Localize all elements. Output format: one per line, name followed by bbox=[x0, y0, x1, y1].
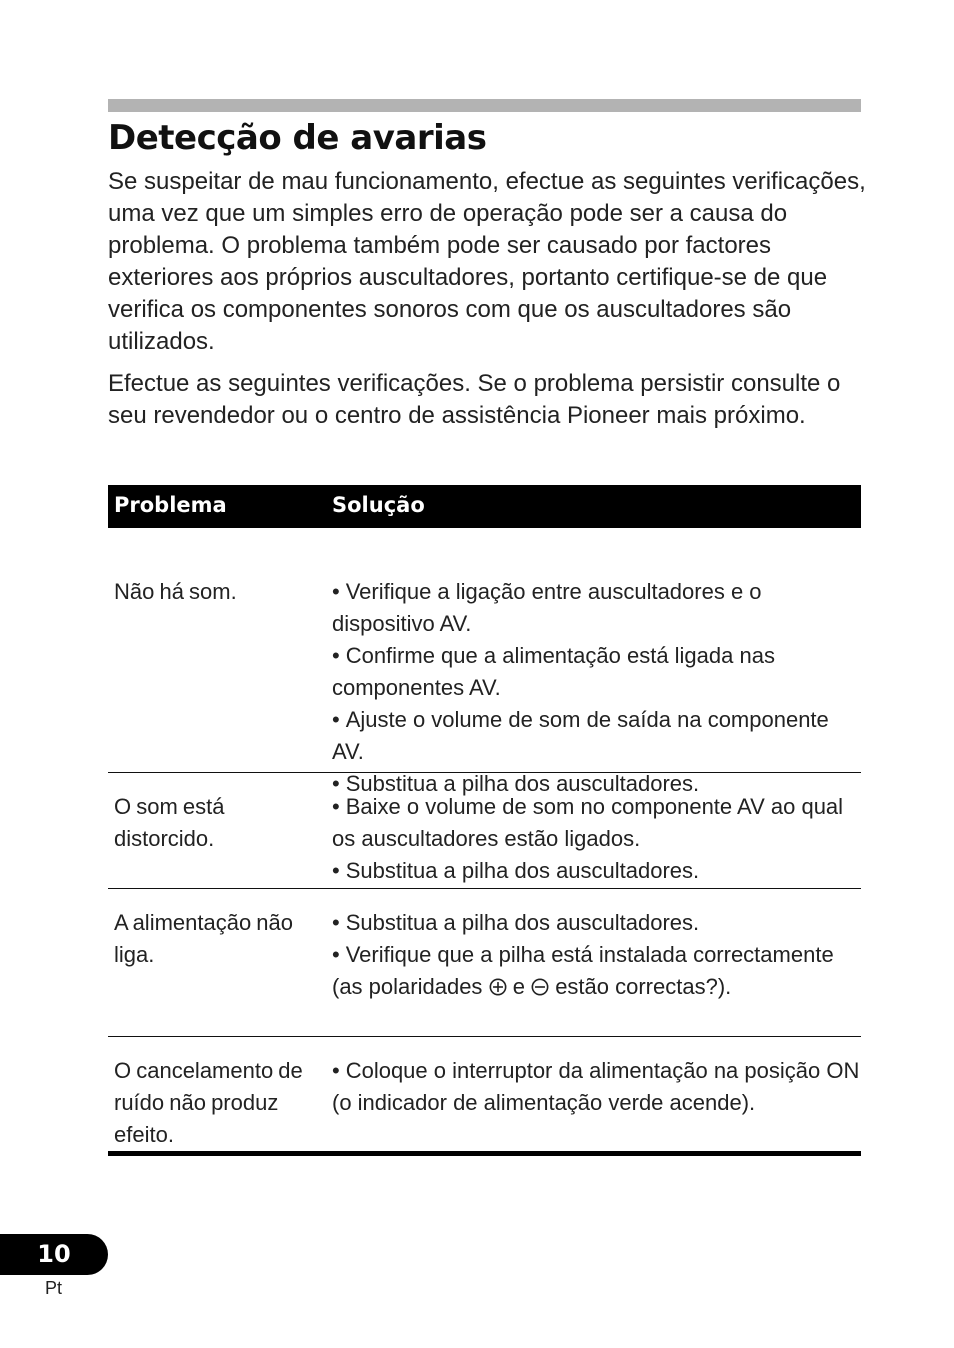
problem-cell: Não há som. bbox=[114, 579, 237, 604]
header-problem: Problema bbox=[114, 493, 227, 517]
header-solution: Solução bbox=[332, 493, 425, 517]
table-row bbox=[108, 1037, 861, 1156]
section-header-bar bbox=[108, 99, 861, 112]
page-title: Detecção de avarias bbox=[108, 118, 487, 158]
table-header-row bbox=[108, 485, 861, 528]
troubleshooting-table bbox=[108, 485, 861, 1156]
solution-item: • Baixe o volume de som no componente AV ao qual os auscultadores estão ligados. bbox=[332, 794, 844, 851]
table-row bbox=[108, 773, 861, 889]
problem-cell: A alimentação não liga. bbox=[114, 910, 294, 967]
solution-item: • Coloque o interruptor da alimentação na posição ON (o indicador de alimentação verde acende). bbox=[332, 1058, 860, 1115]
page-number-badge: 10 bbox=[0, 1234, 108, 1275]
solution-item: • Verifique que a pilha está instalada correctamente (as polaridades e estão correctas?). bbox=[332, 942, 834, 999]
solution-item: • Ajuste o volume de som de saída na componente AV. bbox=[332, 707, 829, 764]
solution-item: • Substitua a pilha dos auscultadores. bbox=[332, 910, 700, 935]
language-code: Pt bbox=[45, 1278, 63, 1298]
problem-cell: O som está distorcido. bbox=[114, 794, 225, 851]
solution-cell bbox=[332, 889, 862, 1003]
solution-cell bbox=[332, 773, 862, 887]
plus-polarity-icon bbox=[489, 978, 507, 996]
intro-paragraph-2: Efectue as seguintes verificações. Se o problema persistir consulte o seu revendedor ou o centro de assistência Pioneer mais próximo. bbox=[108, 370, 841, 429]
table-row bbox=[108, 528, 861, 796]
problem-cell: O cancelamento de ruído não produz efeito. bbox=[114, 1058, 303, 1147]
intro-paragraph-1: Se suspeitar de mau funcionamento, efectue as seguintes verificações, uma vez que um simples erro de operação pode ser a causa do problema. O problema também pode ser causado por factores exteriores aos próprios auscultadores, portanto certifique-se de que verifica os componentes sonoros com que os auscultadores são utilizados. bbox=[108, 168, 866, 355]
solution-item: • Verifique a ligação entre auscultadores e o dispositivo AV. bbox=[332, 579, 762, 636]
solution-item: • Confirme que a alimentação está ligada nas componentes AV. bbox=[332, 643, 775, 700]
solution-item: • Substitua a pilha dos auscultadores. bbox=[332, 771, 700, 796]
solution-cell bbox=[332, 1037, 862, 1119]
solution-item: • Substitua a pilha dos auscultadores. bbox=[332, 858, 700, 883]
solution-cell bbox=[332, 528, 862, 800]
table-row bbox=[108, 889, 861, 1037]
minus-polarity-icon bbox=[531, 978, 549, 996]
